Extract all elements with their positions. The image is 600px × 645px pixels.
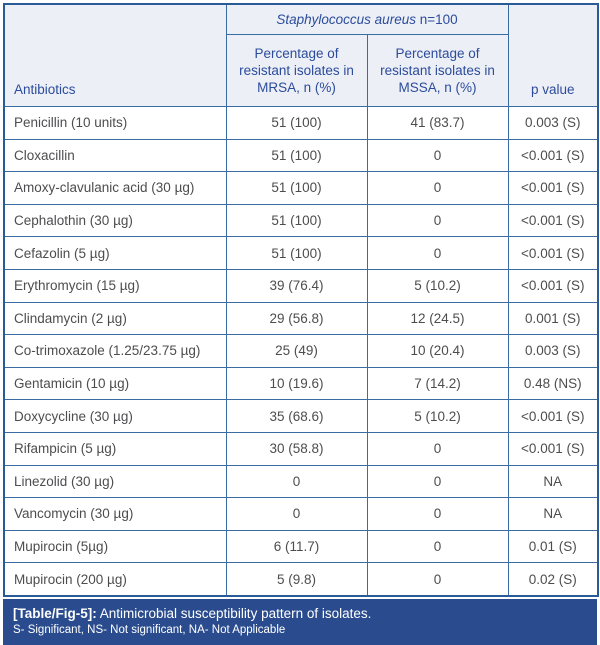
mssa-value-cell: 0	[367, 498, 508, 531]
pvalue-cell: 0.003 (S)	[508, 335, 598, 368]
antibiotic-name-cell: Gentamicin (10 µg)	[4, 367, 226, 400]
table-header	[4, 4, 598, 107]
mssa-value-cell: 12 (24.5)	[367, 302, 508, 335]
table-row	[4, 530, 598, 563]
pvalue-cell: 0.01 (S)	[508, 530, 598, 563]
pvalue-cell: 0.003 (S)	[508, 107, 598, 140]
antibiotic-name-cell: Co-trimoxazole (1.25/23.75 µg)	[4, 335, 226, 368]
mrsa-value-cell: 51 (100)	[226, 139, 367, 172]
pvalue-cell: <0.001 (S)	[508, 139, 598, 172]
abbreviation-legend: S- Significant, NS- Not significant, NA- Not Applicable	[13, 623, 286, 636]
mssa-value-cell: 0	[367, 172, 508, 205]
mrsa-value-cell: 51 (100)	[226, 237, 367, 270]
mssa-value-cell: 0	[367, 139, 508, 172]
mssa-value-cell: 5 (10.2)	[367, 269, 508, 302]
mrsa-value-cell: 5 (9.8)	[226, 563, 367, 596]
column-header-pvalue: p value	[508, 4, 598, 107]
species-name-italic: Staphylococcus aureus	[276, 12, 416, 27]
antibiotic-name-cell: Vancomycin (30 µg)	[4, 498, 226, 531]
column-header-antibiotics: Antibiotics	[4, 4, 226, 107]
mssa-value-cell: 0	[367, 432, 508, 465]
table-row	[4, 465, 598, 498]
mrsa-value-cell: 51 (100)	[226, 172, 367, 205]
pvalue-cell: <0.001 (S)	[508, 237, 598, 270]
figure-caption-text: Antimicrobial susceptibility pattern of isolates.	[96, 605, 372, 621]
column-group-header-species	[226, 4, 508, 35]
pvalue-cell: NA	[508, 465, 598, 498]
antibiotic-name-cell: Mupirocin (5µg)	[4, 530, 226, 563]
table-row	[4, 563, 598, 596]
pvalue-cell: <0.001 (S)	[508, 400, 598, 433]
table-row	[4, 107, 598, 140]
table-body	[4, 107, 598, 596]
susceptibility-table	[3, 3, 599, 597]
table-row	[4, 302, 598, 335]
mrsa-value-cell: 29 (56.8)	[226, 302, 367, 335]
antibiotic-name-cell: Clindamycin (2 µg)	[4, 302, 226, 335]
mrsa-value-cell: 0	[226, 465, 367, 498]
antibiotic-name-cell: Amoxy-clavulanic acid (30 µg)	[4, 172, 226, 205]
table-row	[4, 400, 598, 433]
mssa-value-cell: 0	[367, 465, 508, 498]
caption-bar	[3, 599, 597, 645]
figure-label: [Table/Fig-5]:	[13, 605, 97, 621]
pvalue-cell: <0.001 (S)	[508, 172, 598, 205]
mssa-value-cell: 41 (83.7)	[367, 107, 508, 140]
column-header-mrsa: Percentage of resistant isolates in MRSA, n (%)	[226, 35, 367, 107]
table-row	[4, 335, 598, 368]
mssa-value-cell: 0	[367, 237, 508, 270]
table-row	[4, 237, 598, 270]
antibiotic-name-cell: Cloxacillin	[4, 139, 226, 172]
pvalue-cell: <0.001 (S)	[508, 204, 598, 237]
pvalue-cell: 0.02 (S)	[508, 563, 598, 596]
mrsa-value-cell: 51 (100)	[226, 204, 367, 237]
mssa-value-cell: 5 (10.2)	[367, 400, 508, 433]
mrsa-value-cell: 10 (19.6)	[226, 367, 367, 400]
table-row	[4, 367, 598, 400]
antibiotic-name-cell: Linezolid (30 µg)	[4, 465, 226, 498]
mrsa-value-cell: 35 (68.6)	[226, 400, 367, 433]
mrsa-value-cell: 39 (76.4)	[226, 269, 367, 302]
table-row	[4, 204, 598, 237]
species-sample-size: n=100	[415, 12, 458, 27]
pvalue-cell: NA	[508, 498, 598, 531]
pvalue-cell: 0.001 (S)	[508, 302, 598, 335]
mssa-value-cell: 0	[367, 563, 508, 596]
antibiotic-name-cell: Cefazolin (5 µg)	[4, 237, 226, 270]
pvalue-cell: 0.48 (NS)	[508, 367, 598, 400]
mssa-value-cell: 10 (20.4)	[367, 335, 508, 368]
mssa-value-cell: 7 (14.2)	[367, 367, 508, 400]
mrsa-value-cell: 30 (58.8)	[226, 432, 367, 465]
mrsa-value-cell: 6 (11.7)	[226, 530, 367, 563]
antibiotic-name-cell: Erythromycin (15 µg)	[4, 269, 226, 302]
mrsa-value-cell: 51 (100)	[226, 107, 367, 140]
pvalue-cell: <0.001 (S)	[508, 432, 598, 465]
figure-caption	[13, 605, 587, 623]
column-header-mssa: Percentage of resistant isolates in MSSA, n (%)	[367, 35, 508, 107]
antibiotic-name-cell: Mupirocin (200 µg)	[4, 563, 226, 596]
pvalue-cell: <0.001 (S)	[508, 269, 598, 302]
table-row	[4, 269, 598, 302]
table-row	[4, 172, 598, 205]
mssa-value-cell: 0	[367, 204, 508, 237]
table-row	[4, 432, 598, 465]
mssa-value-cell: 0	[367, 530, 508, 563]
susceptibility-figure	[3, 3, 597, 645]
antibiotic-name-cell: Penicillin (10 units)	[4, 107, 226, 140]
antibiotic-name-cell: Cephalothin (30 µg)	[4, 204, 226, 237]
antibiotic-name-cell: Rifampicin (5 µg)	[4, 432, 226, 465]
mrsa-value-cell: 0	[226, 498, 367, 531]
mrsa-value-cell: 25 (49)	[226, 335, 367, 368]
table-row	[4, 139, 598, 172]
table-row	[4, 498, 598, 531]
antibiotic-name-cell: Doxycycline (30 µg)	[4, 400, 226, 433]
